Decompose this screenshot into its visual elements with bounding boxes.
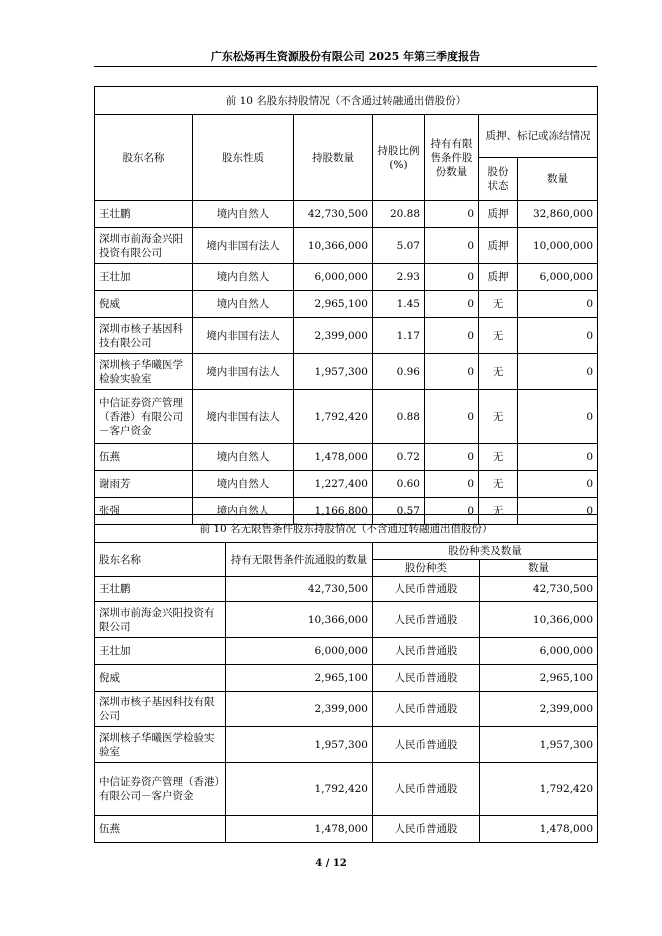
unrestricted-shares: 2,965,100 xyxy=(226,665,373,692)
pledged-qty: 6,000,000 xyxy=(518,264,598,291)
restricted-shares: 0 xyxy=(425,264,479,291)
shareholder-name: 伍燕 xyxy=(95,444,193,471)
col-header-shares: 持股数量 xyxy=(294,115,373,201)
col-header-unrestricted-shares: 持有无限售条件流通股的数量 xyxy=(226,543,373,577)
holding-ratio: 2.93 xyxy=(373,264,425,291)
shareholder-name: 伍燕 xyxy=(95,816,226,843)
share-status: 无 xyxy=(479,498,518,525)
col-header-name: 股东名称 xyxy=(95,543,226,577)
shareholder-nature: 境内自然人 xyxy=(193,201,294,228)
share-qty: 10,366,000 xyxy=(480,602,598,638)
share-type: 人民币普通股 xyxy=(373,577,480,602)
shareholder-nature: 境内自然人 xyxy=(193,498,294,525)
share-qty: 42,730,500 xyxy=(480,577,598,602)
shareholder-nature: 境内自然人 xyxy=(193,471,294,498)
page-number: 4 / 12 xyxy=(315,858,347,869)
unrestricted-shares: 1,792,420 xyxy=(226,763,373,816)
shareholder-name: 深圳市前海金兴阳投资有限公司 xyxy=(95,602,226,638)
shareholder-name: 深圳核子华曦医学检验实验室 xyxy=(95,727,226,763)
pledged-qty: 32,860,000 xyxy=(518,201,598,228)
shares-held: 42,730,500 xyxy=(294,201,373,228)
shareholder-name: 倪威 xyxy=(95,291,193,318)
shares-held: 6,000,000 xyxy=(294,264,373,291)
restricted-shares: 0 xyxy=(425,291,479,318)
shares-held: 2,399,000 xyxy=(294,318,373,354)
holding-ratio: 0.88 xyxy=(373,390,425,444)
share-type: 人民币普通股 xyxy=(373,602,480,638)
shares-held: 2,965,100 xyxy=(294,291,373,318)
shares-held: 1,478,000 xyxy=(294,444,373,471)
shareholder-name: 张强 xyxy=(95,498,193,525)
shareholder-name: 深圳核子华曦医学检验实验室 xyxy=(95,354,193,390)
unrestricted-shares: 6,000,000 xyxy=(226,638,373,665)
table-row xyxy=(95,763,598,816)
pledged-qty: 0 xyxy=(518,390,598,444)
pledged-qty: 0 xyxy=(518,498,598,525)
col-header-status: 股份状态 xyxy=(479,158,518,201)
share-type: 人民币普通股 xyxy=(373,665,480,692)
share-type: 人民币普通股 xyxy=(373,763,480,816)
shares-held: 1,227,400 xyxy=(294,471,373,498)
table-row xyxy=(95,638,598,665)
table-row xyxy=(95,201,598,228)
shareholder-name: 王壮鹏 xyxy=(95,201,193,228)
table-row xyxy=(95,444,598,471)
table-row xyxy=(95,665,598,692)
col-header-ratio: 持股比例(%) xyxy=(373,115,425,201)
shares-held: 1,792,420 xyxy=(294,390,373,444)
col-header-nature: 股东性质 xyxy=(193,115,294,201)
share-status: 无 xyxy=(479,291,518,318)
restricted-shares: 0 xyxy=(425,354,479,390)
col-header-restricted: 持有有限售条件股份数量 xyxy=(425,115,479,201)
shareholder-nature: 境内自然人 xyxy=(193,264,294,291)
col-header-qty: 数量 xyxy=(518,158,598,201)
shareholder-name: 倪威 xyxy=(95,665,226,692)
share-status: 质押 xyxy=(479,201,518,228)
table-row xyxy=(95,264,598,291)
shareholder-nature: 境内非国有法人 xyxy=(193,354,294,390)
unrestricted-shareholders-table xyxy=(94,514,598,843)
table-row xyxy=(95,692,598,727)
unrestricted-shares: 2,399,000 xyxy=(226,692,373,727)
table-row xyxy=(95,390,598,444)
table-row xyxy=(95,577,598,602)
shares-held: 1,957,300 xyxy=(294,354,373,390)
restricted-shares: 0 xyxy=(425,228,479,264)
pledged-qty: 0 xyxy=(518,471,598,498)
shareholder-name: 谢雨芳 xyxy=(95,471,193,498)
holding-ratio: 1.17 xyxy=(373,318,425,354)
share-qty: 1,478,000 xyxy=(480,816,598,843)
share-status: 无 xyxy=(479,318,518,354)
holding-ratio: 1.45 xyxy=(373,291,425,318)
holding-ratio: 20.88 xyxy=(373,201,425,228)
shareholder-name: 王壮加 xyxy=(95,264,193,291)
col-header-qty: 数量 xyxy=(480,560,598,577)
unrestricted-shares: 1,478,000 xyxy=(226,816,373,843)
holding-ratio: 0.60 xyxy=(373,471,425,498)
share-type: 人民币普通股 xyxy=(373,692,480,727)
share-status: 无 xyxy=(479,390,518,444)
table-row xyxy=(95,602,598,638)
table-row xyxy=(95,354,598,390)
table-row xyxy=(95,318,598,354)
shareholder-nature: 境内非国有法人 xyxy=(193,390,294,444)
share-qty: 1,957,300 xyxy=(480,727,598,763)
header-divider xyxy=(94,66,597,67)
share-status: 质押 xyxy=(479,228,518,264)
col-header-type-qty: 股份种类及数量 xyxy=(373,543,598,560)
pledged-qty: 10,000,000 xyxy=(518,228,598,264)
shares-held: 10,366,000 xyxy=(294,228,373,264)
share-status: 无 xyxy=(479,471,518,498)
shareholder-name: 王壮鹏 xyxy=(95,577,226,602)
table-row xyxy=(95,816,598,843)
unrestricted-shares: 1,957,300 xyxy=(226,727,373,763)
top10-section-title: 前 10 名股东持股情况（不含通过转融通出借股份） xyxy=(95,87,598,115)
pledged-qty: 0 xyxy=(518,291,598,318)
holding-ratio: 0.96 xyxy=(373,354,425,390)
unrestricted-section-title: 前 10 名无限售条件股东持股情况（不含通过转融通出借股份） xyxy=(95,515,598,543)
col-header-name: 股东名称 xyxy=(95,115,193,201)
share-qty: 6,000,000 xyxy=(480,638,598,665)
shareholder-nature: 境内非国有法人 xyxy=(193,228,294,264)
holding-ratio: 0.72 xyxy=(373,444,425,471)
unrestricted-shares: 10,366,000 xyxy=(226,602,373,638)
unrestricted-shares: 42,730,500 xyxy=(226,577,373,602)
shareholder-nature: 境内非国有法人 xyxy=(193,318,294,354)
pledged-qty: 0 xyxy=(518,444,598,471)
table-row xyxy=(95,291,598,318)
pledged-qty: 0 xyxy=(518,318,598,354)
table-row xyxy=(95,228,598,264)
restricted-shares: 0 xyxy=(425,201,479,228)
col-header-pledge: 质押、标记或冻结情况 xyxy=(479,115,598,158)
share-qty: 2,965,100 xyxy=(480,665,598,692)
share-status: 质押 xyxy=(479,264,518,291)
share-type: 人民币普通股 xyxy=(373,638,480,665)
share-qty: 1,792,420 xyxy=(480,763,598,816)
restricted-shares: 0 xyxy=(425,498,479,525)
share-type: 人民币普通股 xyxy=(373,727,480,763)
share-type: 人民币普通股 xyxy=(373,816,480,843)
table-row xyxy=(95,471,598,498)
shareholder-nature: 境内自然人 xyxy=(193,444,294,471)
shareholder-name: 王壮加 xyxy=(95,638,226,665)
top10-shareholders-table xyxy=(94,86,598,525)
share-qty: 2,399,000 xyxy=(480,692,598,727)
shares-held: 1,166,800 xyxy=(294,498,373,525)
holding-ratio: 5.07 xyxy=(373,228,425,264)
col-header-share-type: 股份种类 xyxy=(373,560,480,577)
restricted-shares: 0 xyxy=(425,318,479,354)
report-header-title: 广东松炀再生资源股份有限公司 2025 年第三季度报告 xyxy=(210,50,481,63)
restricted-shares: 0 xyxy=(425,390,479,444)
shareholder-name: 深圳市核子基因科技有限公司 xyxy=(95,318,193,354)
shareholder-nature: 境内自然人 xyxy=(193,291,294,318)
share-status: 无 xyxy=(479,444,518,471)
pledged-qty: 0 xyxy=(518,354,598,390)
table-row xyxy=(95,727,598,763)
holding-ratio: 0.57 xyxy=(373,498,425,525)
shareholder-name: 深圳市前海金兴阳投资有限公司 xyxy=(95,228,193,264)
restricted-shares: 0 xyxy=(425,444,479,471)
share-status: 无 xyxy=(479,354,518,390)
shareholder-name: 中信证券资产管理（香港）有限公司－客户资金 xyxy=(95,763,226,816)
shareholder-name: 中信证券资产管理（香港）有限公司－客户资金 xyxy=(95,390,193,444)
restricted-shares: 0 xyxy=(425,471,479,498)
shareholder-name: 深圳市核子基因科技有限公司 xyxy=(95,692,226,727)
